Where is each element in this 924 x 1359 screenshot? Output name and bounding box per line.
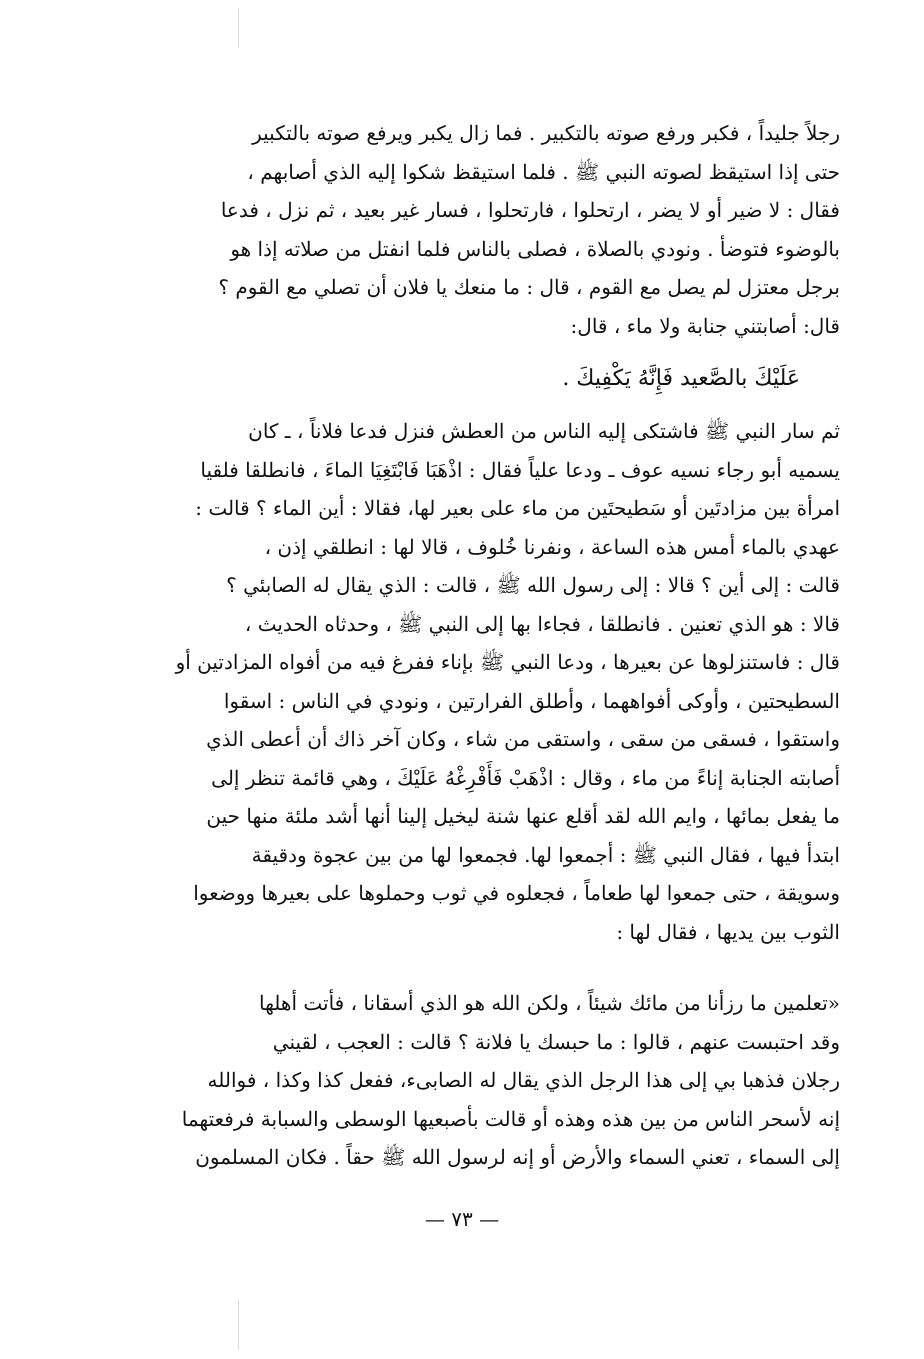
text-line: أصابته الجنابة إناءً من ماء ، وقال : اذْهَبْ فَأَفْرِغْهُ عَلَيْكَ ، وهي قائمة تنظر إلى: [211, 765, 840, 790]
text-line: فقال : لا ضير أو لا يضر ، ارتحلوا ، فارتحلوا ، فسار غير بعيد ، ثم نزل ، فدعا: [220, 198, 840, 222]
scan-edge-mark: [238, 8, 239, 48]
paragraph-text: [150, 412, 840, 951]
text-line: إلى السماء ، تعني السماء والأرض أو إنه لرسول الله ﷺ حقاً . فكان المسلمون: [195, 1145, 840, 1169]
text-line: ابتدأ فيها ، فقال النبي ﷺ : أجمعوا لها. فجمعوا لها من بين عجوة ودقيقة: [251, 842, 840, 867]
scan-edge-mark: [238, 1300, 239, 1350]
paragraph-text: [150, 984, 840, 1177]
text-line: رجلان فذهبا بي إلى هذا الرجل الذي يقال له الصابىء، ففعل كذا وكذا ، فوالله: [207, 1068, 840, 1092]
text-line: عَلَيْكَ بالصَّعيد فَإِنَّهُ يَكْفِيكَ .: [562, 366, 800, 391]
text-line: حتى إذا استيقظ لصوته النبي ﷺ . فلما استيقظ شكوا إليه الذي أصابهم ،: [247, 159, 840, 184]
text-line: إنه لأسحر الناس من بين هذه وهذه أو قالت بأصبعيها الوسطى والسبابة فرفعتهما: [181, 1106, 840, 1131]
paragraph-water-miracle: [150, 412, 840, 951]
text-line: واستقوا ، فسقى من سقى ، واستقى من شاء ، وكان آخر ذاك أن أعطى الذي: [206, 727, 840, 751]
text-line: الثوب بين يديها ، فقال لها :: [616, 919, 840, 944]
text-line: قال : فاستنزلوها عن بعيرها ، ودعا النبي ﷺ بإناء ففرغ فيه من أفواه المزادتين أو: [175, 650, 840, 674]
text-line: وسويقة ، حتى جمعوا لها طعاماً ، فجعلوه في ثوب وحملوها على بعيرها ووضعوا: [193, 881, 840, 905]
text-line: السطيحتين ، وأوكى أفواههما ، وأطلق الفرارتين ، ونودي في الناس : اسقوا: [223, 688, 840, 713]
text-line: ثم سار النبي ﷺ فاشتكى إليه الناس من العطش فنزل فدعا فلاناً ، ـ كان: [248, 419, 840, 443]
text-line: يسميه أبو رجاء نسيه عوف ـ ودعا علياً فقال : اذْهَبَا فَابْتَغِيَا الماءَ ، فانطلقا فلقيا: [200, 457, 840, 482]
text-line: «تعلمين ما رزأنا من مائك شيئاً ، ولكن الله هو الذي أسقانا ، فأتت أهلها: [258, 991, 840, 1015]
text-line: برجل معتزل لم يصل مع القوم ، قال : ما منعك يا فلان أن تصلي مع القوم ؟: [218, 275, 840, 299]
text-line: عهدي بالماء أمس هذه الساعة ، ونفرنا خُلوف ، قالا لها : انطلقي إذن ،: [264, 534, 840, 559]
page-number: — ٧٣ —: [424, 1207, 500, 1231]
text-line: رجلاً جليداً ، فكبر ورفع صوته بالتكبير . فما زال يكبر ويرفع صوته بالتكبير: [252, 121, 840, 145]
text-line: وقد احتبست عنهم ، قالوا : ما حبسك يا فلانة ؟ قالت : العجب ، لقيني: [272, 1029, 840, 1054]
text-line: بالوضوء فتوضأ . ونودي بالصلاة ، فصلى بالناس فلما انفتل من صلاته إذا هو: [230, 236, 840, 261]
text-line: قالا : هو الذي تعنين . فانطلقا ، فجاءا بها إلى النبي ﷺ ، وحدثاه الحديث ،: [244, 611, 840, 636]
quote-text: [150, 360, 800, 399]
text-line: قالت : إلى أين ؟ قالا : إلى رسول الله ﷺ ، قالت : الذي يقال له الصابئي ؟: [226, 573, 840, 597]
paragraph-woman-account: [150, 984, 840, 1177]
hadith-quote: [150, 360, 840, 399]
text-line: امرأة بين مزادتَين أو سَطيحتَين من ماء على بعير لها، فقالا : أين الماء ؟ قالت :: [195, 496, 840, 520]
paragraph-tayammum-story: [150, 114, 840, 345]
paragraph-text: [150, 114, 840, 345]
text-line: قال: أصابتني جنابة ولا ماء ، قال:: [570, 313, 840, 338]
text-line: ما يفعل بمائها ، وايم الله لقد أقلع عنها شنة ليخيل إلينا أنها أشد ملئة منها حين: [206, 804, 840, 828]
